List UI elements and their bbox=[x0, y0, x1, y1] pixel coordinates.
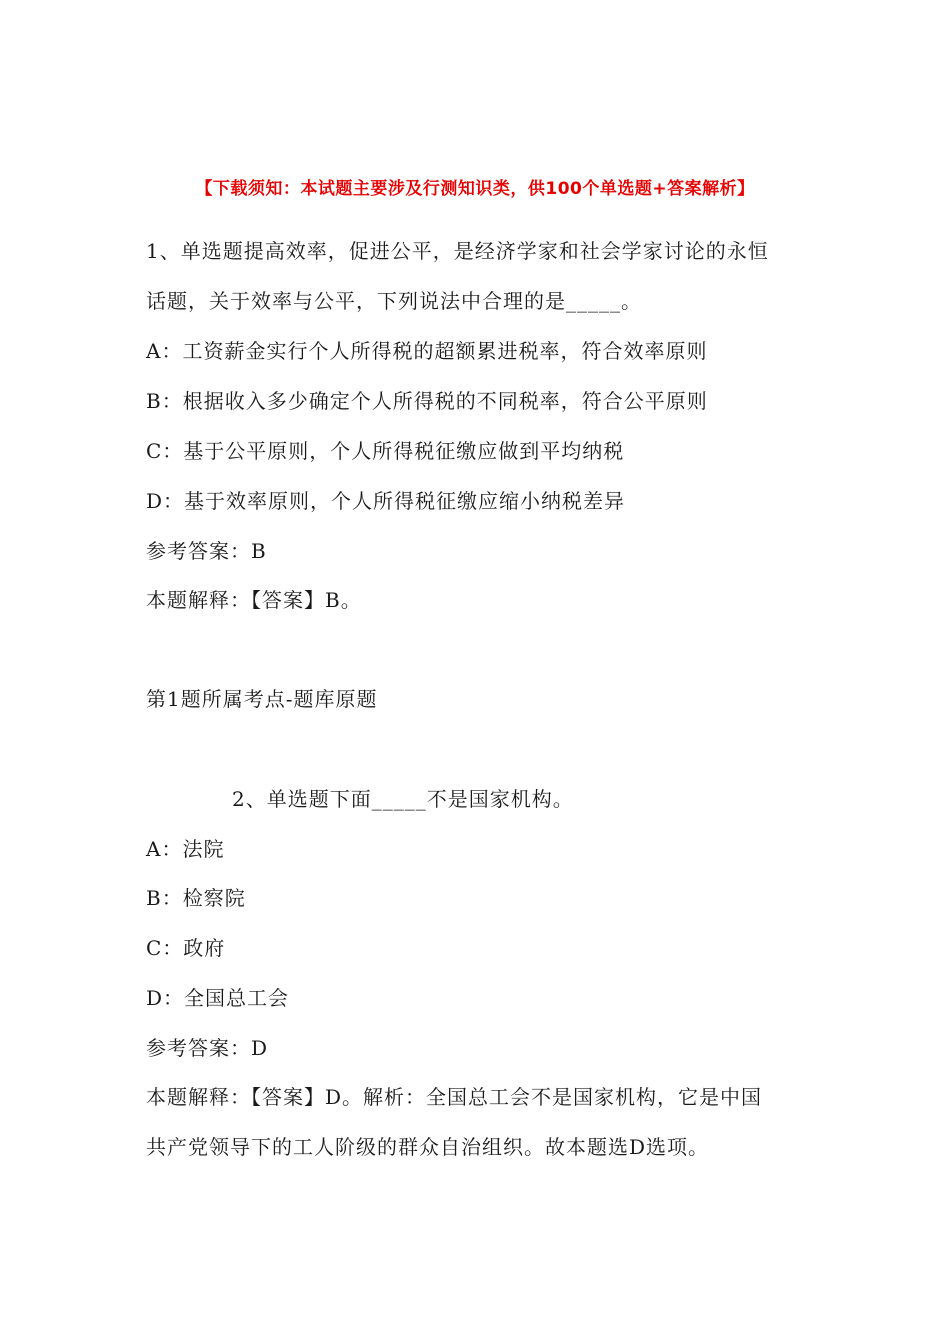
q1-stem-line-1: 1、单选题提高效率，促进公平，是经济学家和社会学家讨论的永恒 bbox=[146, 239, 769, 263]
q1-explanation: 本题解释：【答案】B。 bbox=[146, 588, 362, 612]
q2-option-c: C：政府 bbox=[146, 936, 226, 960]
download-notice: 【下载须知：本试题主要涉及行测知识类，供100个单选题+答案解析】 bbox=[195, 179, 755, 199]
q1-answer: 参考答案：B bbox=[146, 539, 267, 563]
q2-explanation-line-1: 本题解释：【答案】D。解析：全国总工会不是国家机构，它是中国 bbox=[146, 1085, 763, 1109]
q2-option-d: D：全国总工会 bbox=[146, 986, 290, 1010]
q1-option-c: C：基于公平原则，个人所得税征缴应做到平均纳税 bbox=[146, 439, 625, 463]
q2-explanation-line-2: 共产党领导下的工人阶级的群众自治组织。故本题选D选项。 bbox=[146, 1135, 710, 1159]
q2-answer: 参考答案：D bbox=[146, 1036, 269, 1060]
q1-option-d: D：基于效率原则，个人所得税征缴应缩小纳税差异 bbox=[146, 489, 626, 513]
q1-topic: 第1题所属考点-题库原题 bbox=[146, 687, 378, 711]
q1-option-b: B：根据收入多少确定个人所得税的不同税率，符合公平原则 bbox=[146, 389, 708, 413]
q1-option-a: A：工资薪金实行个人所得税的超额累进税率，符合效率原则 bbox=[146, 339, 708, 363]
q2-option-a: A：法院 bbox=[146, 837, 225, 861]
q1-stem-line-2: 话题，关于效率与公平，下列说法中合理的是_____。 bbox=[146, 289, 642, 313]
q2-stem: 2、单选题下面_____不是国家机构。 bbox=[232, 787, 574, 811]
q2-option-b: B：检察院 bbox=[146, 886, 246, 910]
